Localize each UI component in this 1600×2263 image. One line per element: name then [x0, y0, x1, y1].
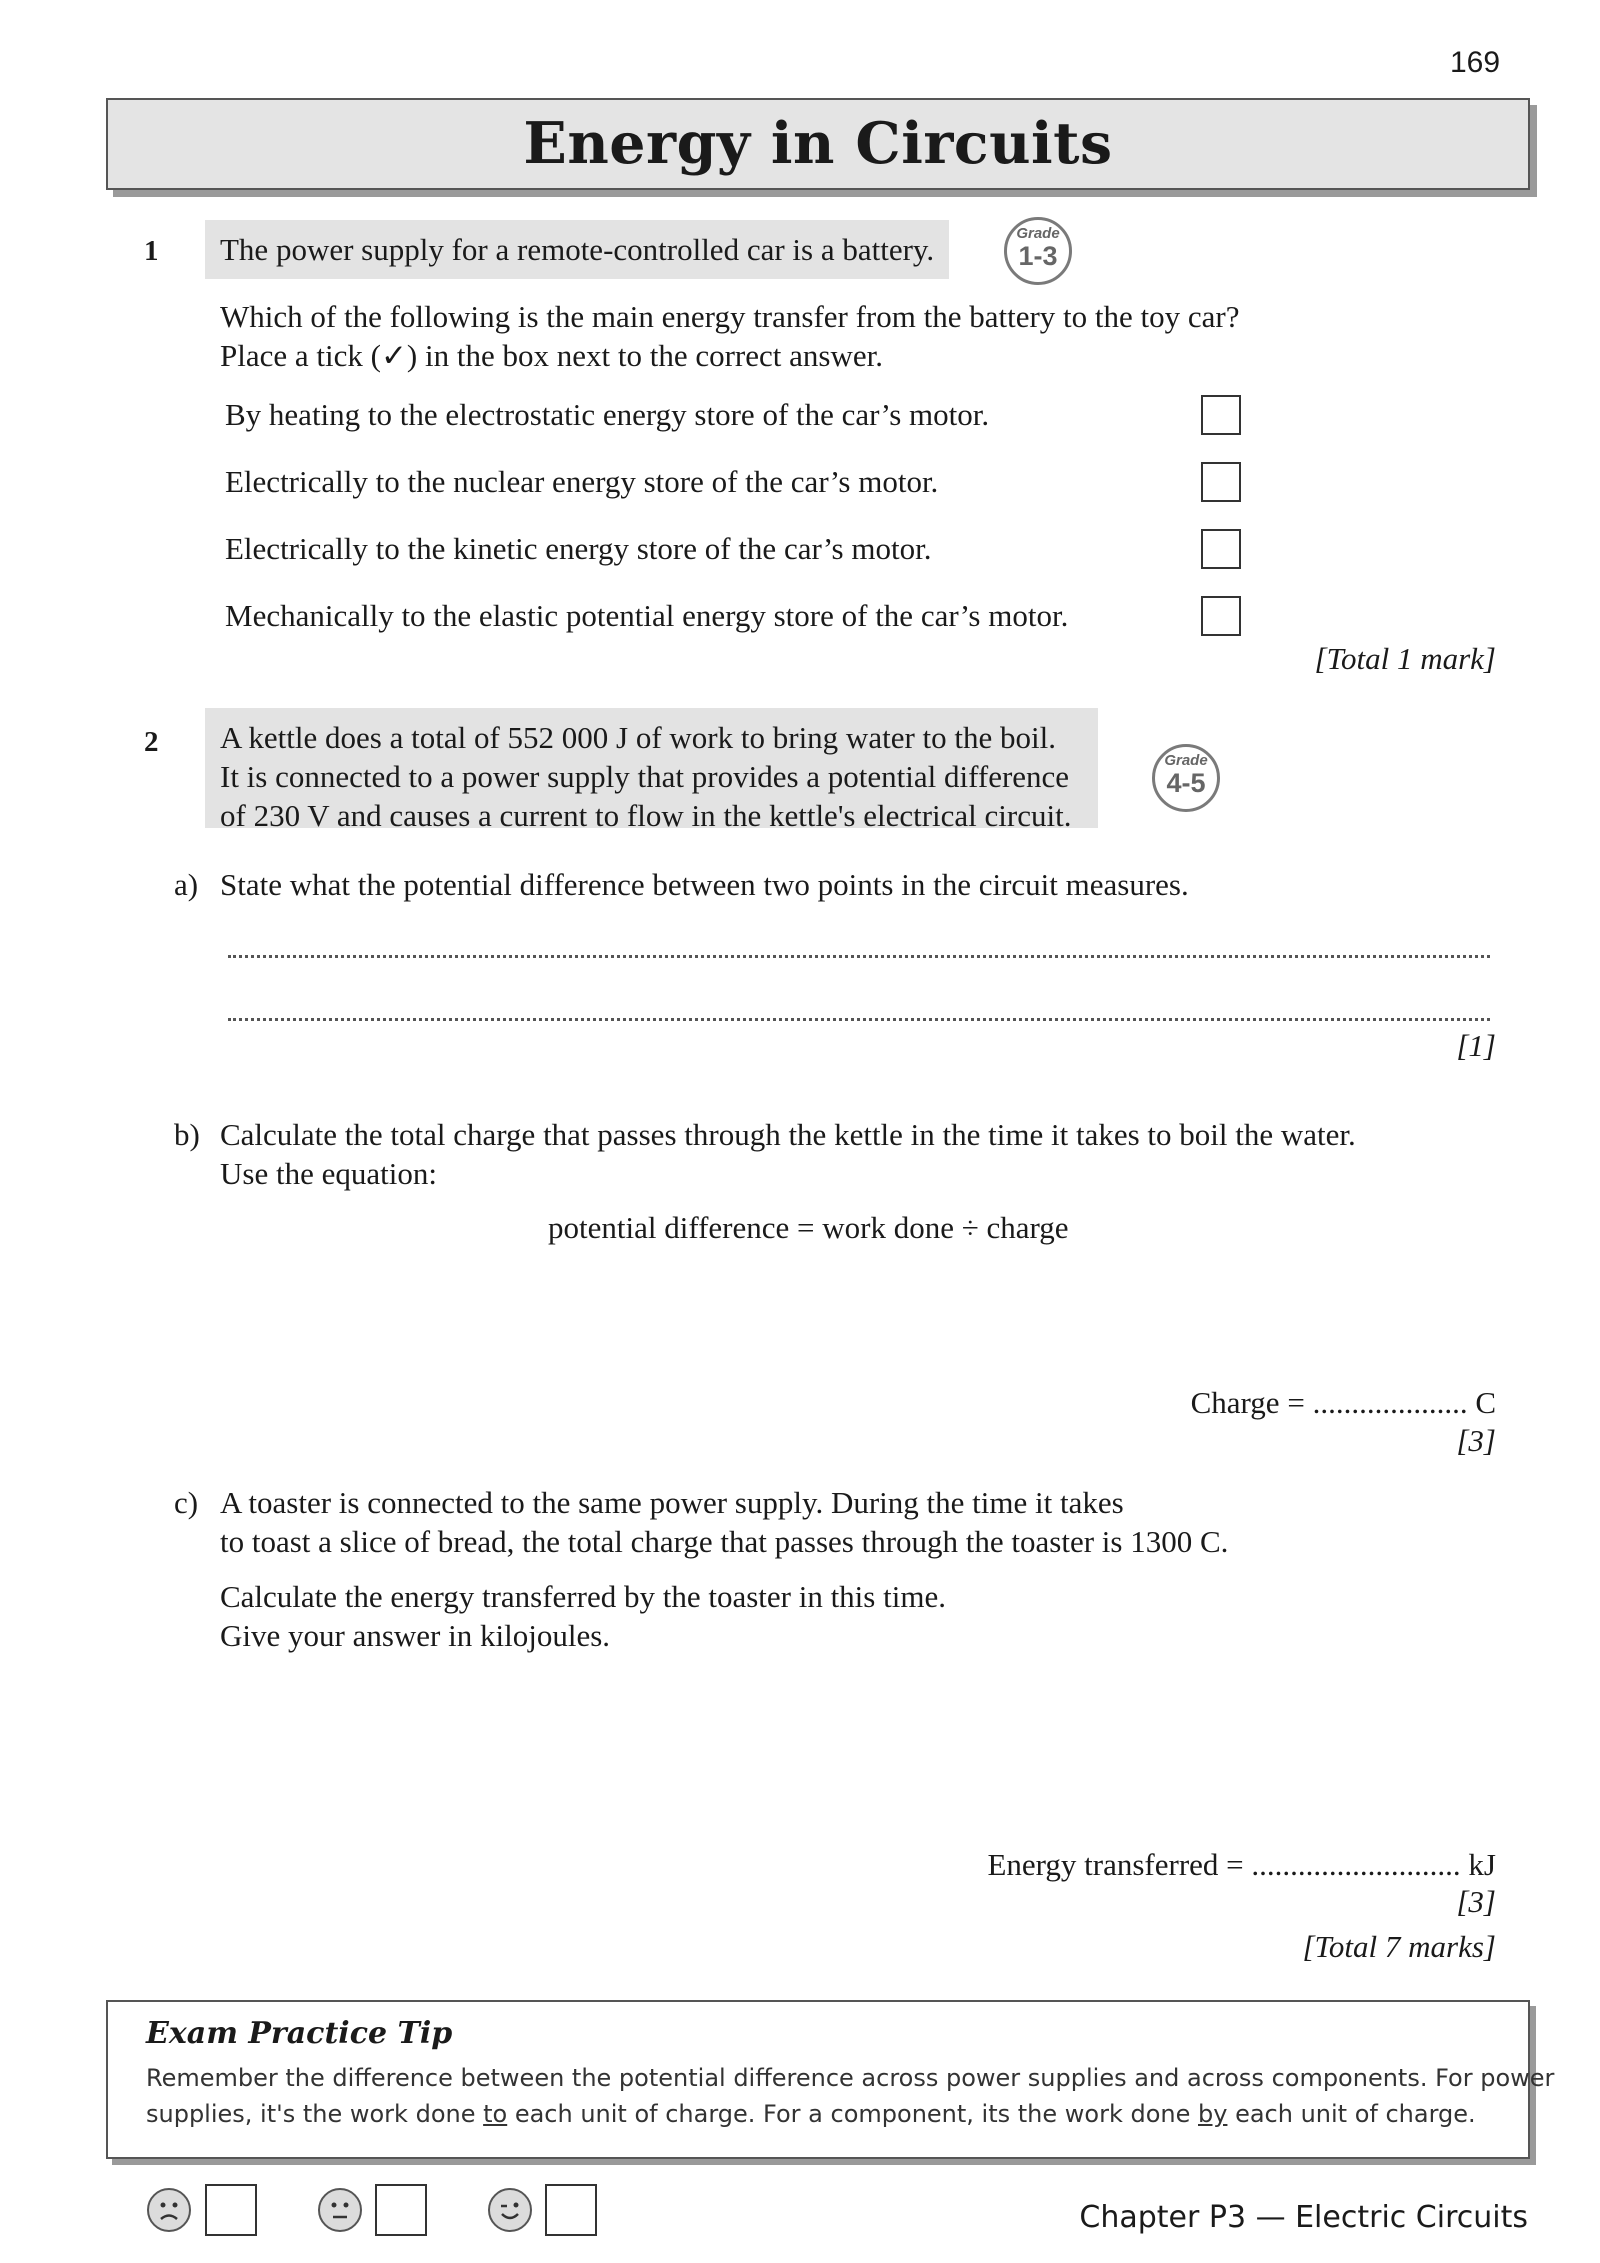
- exam-tip-box: [106, 2000, 1555, 2159]
- page-title: Energy in Circuits: [523, 110, 1113, 177]
- part-b-mark: [3]: [1456, 1423, 1496, 1458]
- grade-badge-1-3: Grade 1-3: [1004, 217, 1072, 285]
- question-1-intro: The power supply for a remote-controlled car is a battery.: [205, 220, 949, 279]
- option-4-checkbox[interactable]: [1201, 596, 1241, 636]
- question-1-instruction: Place a tick (✓) in the box next to the correct answer.: [220, 338, 883, 373]
- grade-badge-4-5: Grade 4-5: [1152, 744, 1220, 812]
- charge-answer-blank[interactable]: ....................: [1312, 1385, 1468, 1420]
- energy-answer-blank[interactable]: ...........................: [1251, 1847, 1461, 1882]
- question-1-number: 1: [144, 235, 159, 267]
- option-4-text: Mechanically to the elastic potential energy store of the car’s motor.: [225, 598, 1069, 633]
- question-1-total: [Total 1 mark]: [1314, 641, 1496, 676]
- question-2-total: [Total 7 marks]: [1302, 1929, 1496, 1964]
- option-3-checkbox[interactable]: [1201, 529, 1241, 569]
- part-b-instruction: Use the equation:: [220, 1156, 437, 1191]
- part-b-label: b): [174, 1117, 200, 1152]
- option-1-checkbox[interactable]: [1201, 395, 1241, 435]
- title-banner: [106, 98, 1530, 190]
- part-a-mark: [1]: [1456, 1028, 1496, 1063]
- neutral-face-icon: [318, 2188, 362, 2232]
- happy-face-checkbox[interactable]: [545, 2184, 597, 2236]
- option-2-checkbox[interactable]: [1201, 462, 1241, 502]
- exam-tip-line-2: supplies, it's the work done to each unit of charge. For a component, its the work done by each unit of charge.: [146, 2100, 1476, 2128]
- part-c-text-1: A toaster is connected to the same power supply. During the time it takes: [220, 1485, 1124, 1520]
- part-c-text-2: to toast a slice of bread, the total charge that passes through the toaster is 1300 C.: [220, 1524, 1229, 1559]
- page-number: 169: [1450, 46, 1501, 79]
- part-c-text-4: Give your answer in kilojoules.: [220, 1618, 611, 1653]
- sad-face-checkbox[interactable]: [205, 2184, 257, 2236]
- question-2-number: 2: [144, 726, 159, 758]
- part-c-text-3: Calculate the energy transferred by the toaster in this time.: [220, 1579, 946, 1614]
- exam-tip-line-1: Remember the difference between the potential difference across power supplies and across components. For power: [146, 2064, 1555, 2092]
- exam-tip-title: Exam Practice Tip: [146, 2016, 453, 2051]
- part-a-label: a): [174, 867, 199, 902]
- part-a-text: State what the potential difference between two points in the circuit measures.: [220, 867, 1189, 902]
- equation: potential difference = work done ÷ charge: [548, 1210, 1069, 1245]
- part-c-mark: [3]: [1456, 1884, 1496, 1919]
- question-1-prompt: Which of the following is the main energy transfer from the battery to the toy car?: [220, 299, 1240, 334]
- option-3-text: Electrically to the kinetic energy store of the car’s motor.: [225, 531, 932, 566]
- question-2-intro: A kettle does a total of 552 000 J of work to bring water to the boil. It is connected to a power supply that provides a potential difference of 230 V and causes a current to flow in the kettle's electrical circuit.: [205, 708, 1098, 828]
- part-b-text: Calculate the total charge that passes through the kettle in the time it takes to boil the water.: [220, 1117, 1356, 1152]
- option-1-text: By heating to the electrostatic energy store of the car’s motor.: [225, 397, 990, 432]
- energy-answer: Energy transferred = ........................... kJ: [987, 1847, 1496, 1882]
- part-c-label: c): [174, 1485, 199, 1520]
- charge-answer: Charge = .................... C: [1190, 1385, 1496, 1420]
- neutral-face-checkbox[interactable]: [375, 2184, 427, 2236]
- happy-face-icon: [488, 2188, 532, 2232]
- option-2-text: Electrically to the nuclear energy store of the car’s motor.: [225, 464, 939, 499]
- sad-face-icon: [147, 2188, 191, 2232]
- answer-line-2[interactable]: [228, 1018, 1490, 1021]
- footer-chapter: Chapter P3 — Electric Circuits: [1079, 2200, 1528, 2235]
- answer-line-1[interactable]: [228, 955, 1490, 958]
